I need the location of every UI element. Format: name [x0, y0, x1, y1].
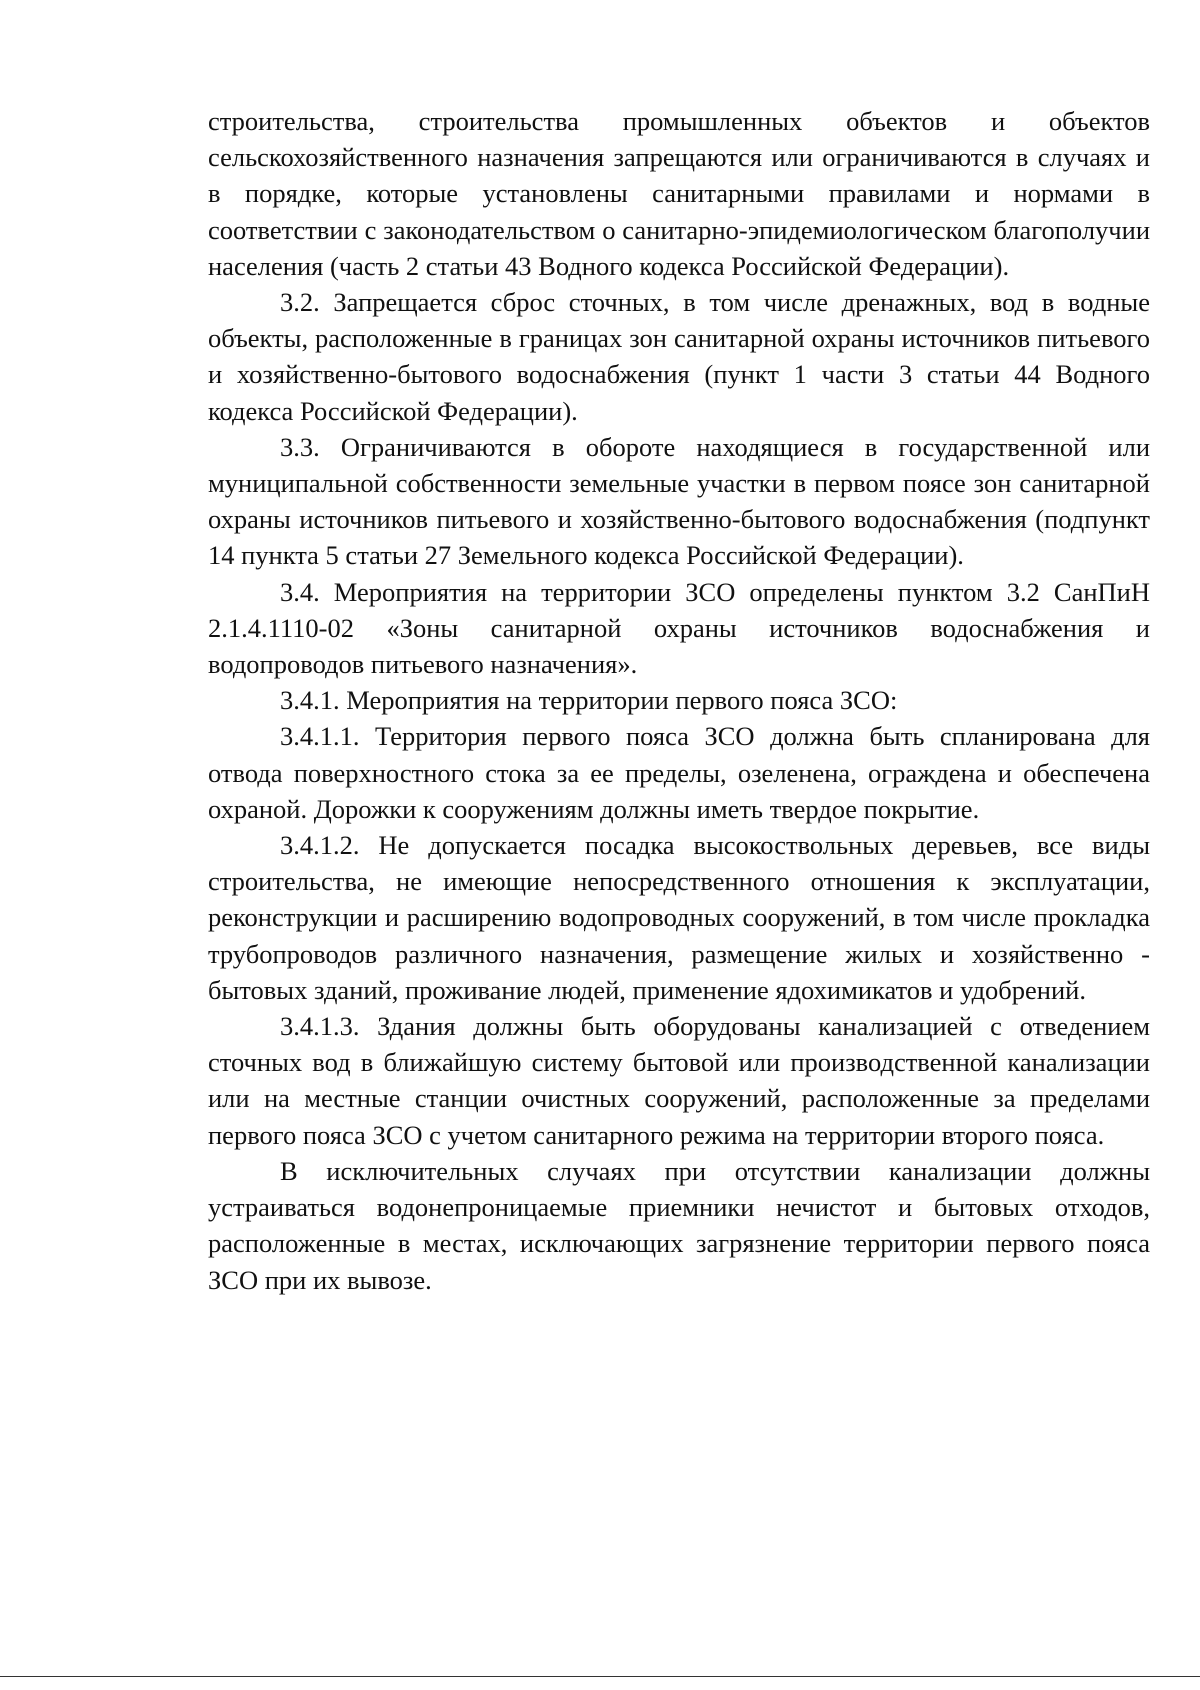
paragraph-3-3: 3.3. Ограничиваются в обороте находящиеся в государственной или муниципальной собственности земельные участки в первом поясе зон санитарной охраны источников питьевого и хозяйственно-бытового водоснабжения (подпункт 14 пункта 5 статьи 27 Земельного кодекса Российской Федерации). [208, 431, 1150, 571]
paragraph-continuation: строительства, строительства промышленных объектов и объектов сельскохозяйственного назначения запрещаются или ограничиваются в случаях и в порядке, которые установлены санитарными правилами и нормами в соответствии с законодательством о санитарно-эпидемиологическом благополучии населения (часть 2 статьи 43 Водного кодекса Российской Федерации). [208, 106, 1150, 281]
paragraph-3-2: 3.2. Запрещается сброс сточных, в том числе дренажных, вод в водные объекты, расположенные в границах зон санитарной охраны источников питьевого и хозяйственно-бытового водоснабжения (пункт 1 части 3 статьи 44 Водного кодекса Российской Федерации). [208, 287, 1150, 426]
document-body [208, 103, 1150, 1298]
paragraph-3-4-1-2: 3.4.1.2. Не допускается посадка высокоствольных деревьев, все виды строительства, не имеющие непосредственного отношения к эксплуатации, реконструкции и расширению водопроводных сооружений, в том числе прокладка трубопроводов различного назначения, размещение жилых и хозяйственно - бытовых зданий, проживание людей, применение ядохимикатов и удобрений. [208, 830, 1150, 1005]
paragraph-3-4-1-1: 3.4.1.1. Территория первого пояса ЗСО должна быть спланирована для отвода поверхностного стока за ее пределы, озеленена, ограждена и обеспечена охраной. Дорожки к сооружениям должны иметь твердое покрытие. [208, 721, 1150, 824]
paragraph-3-4-1-3: 3.4.1.3. Здания должны быть оборудованы канализацией с отведением сточных вод в ближайшую систему бытовой или производственной канализации или на местные станции очистных сооружений, расположенные за пределами первого пояса ЗСО с учетом санитарного режима на территории второго пояса. [208, 1011, 1150, 1150]
paragraph-3-4-1: 3.4.1. Мероприятия на территории первого пояса ЗСО: [280, 685, 898, 716]
paragraph-3-4: 3.4. Мероприятия на территории ЗСО определены пунктом 3.2 СанПиН 2.1.4.1110-02 «Зоны санитарной охраны источников водоснабжения и водопроводов питьевого назначения». [208, 576, 1150, 680]
page-bottom-rule [0, 1676, 1200, 1677]
paragraph-exceptional-cases: В исключительных случаях при отсутствии канализации должны устраиваться водонепроницаемые приемники нечистот и бытовых отходов, расположенные в местах, исключающих загрязнение территории первого пояса ЗСО при их вывозе. [208, 1155, 1150, 1295]
